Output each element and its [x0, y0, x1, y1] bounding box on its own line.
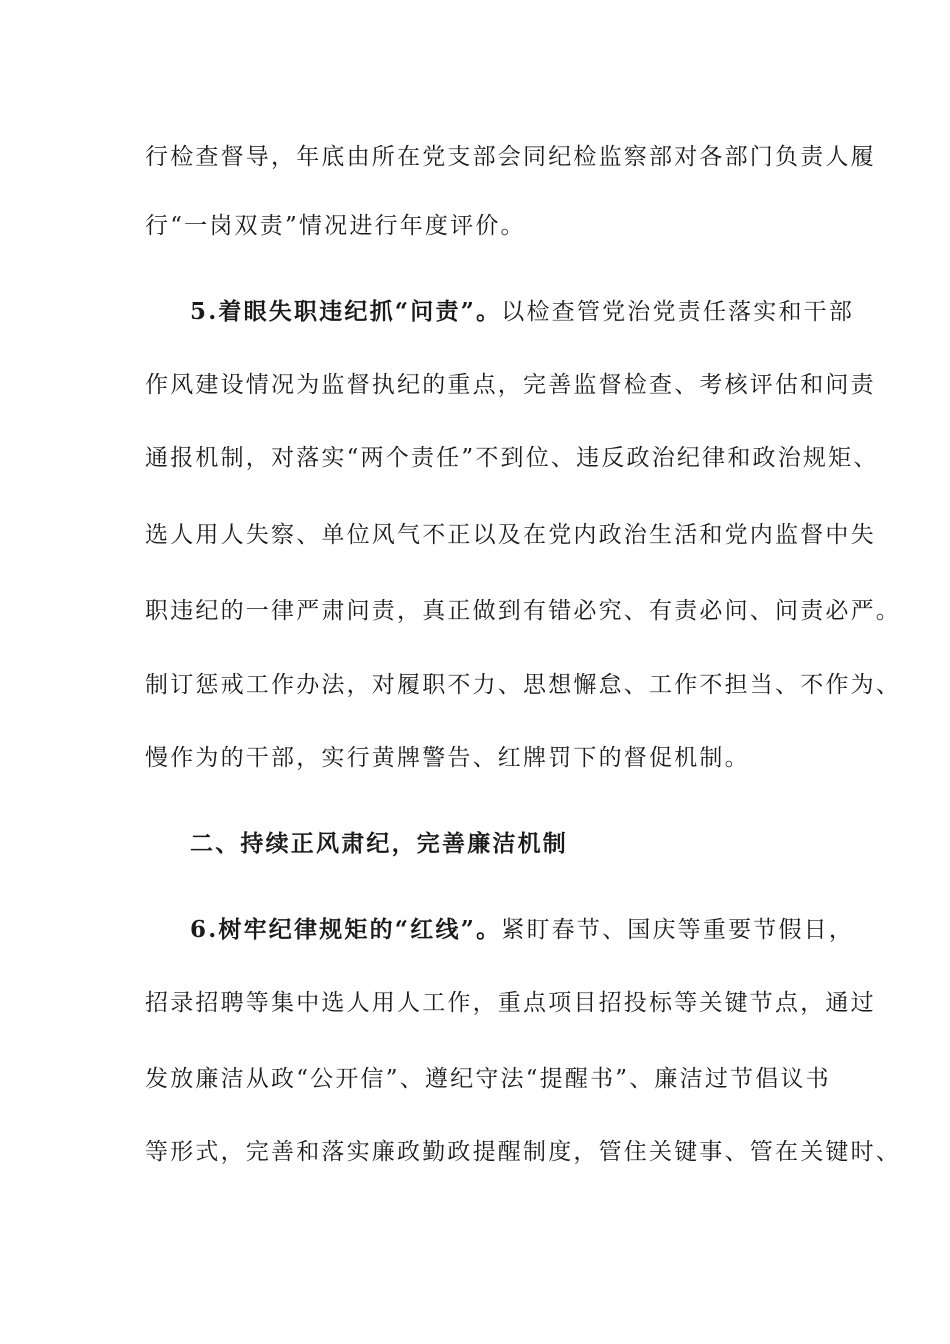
paragraph-3-line-4: 等形式，完善和落实廉政勤政提醒制度，管住关键事、管在关键时、 — [145, 1139, 901, 1165]
paragraph-3-bold-lead: 6.树牢纪律规矩的“红线”。 — [190, 916, 502, 943]
paragraph-2-line-7: 慢作为的干部，实行黄牌警告、红牌罚下的督促机制。 — [145, 745, 750, 771]
paragraph-2-bold-lead: 5.着眼失职违纪抓“问责”。 — [190, 298, 502, 325]
paragraph-2-line-5: 职违纪的一律严肃问责，真正做到有错必究、有责必问、问责必严。 — [145, 598, 901, 624]
paragraph-3-first-rest: 紧盯春节、国庆等重要节假日， — [501, 917, 855, 943]
paragraph-2-line-4: 选人用人失察、单位风气不正以及在党内政治生活和党内监督中失 — [145, 522, 876, 548]
section-heading: 二、持续正风肃纪，完善廉洁机制 — [190, 830, 568, 857]
paragraph-1-line-1: 行检查督导，年底由所在党支部会同纪检监察部对各部门负责人履 — [145, 144, 876, 170]
paragraph-1-line-2: 行“一岗双责”情况进行年度评价。 — [145, 213, 526, 239]
paragraph-2-line-1 — [190, 297, 870, 327]
paragraph-2-first-rest: 以检查管党治党责任落实和干部 — [501, 299, 855, 325]
paragraph-3-line-2: 招录招聘等集中选人用人工作，重点项目招投标等关键节点，通过 — [145, 990, 876, 1016]
paragraph-2-line-2: 作风建设情况为监督执纪的重点，完善监督检查、考核评估和问责 — [145, 372, 876, 398]
paragraph-2-line-6: 制订惩戒工作办法，对履职不力、思想懈怠、工作不担当、不作为、 — [145, 672, 901, 698]
paragraph-2-line-3: 通报机制，对落实“两个责任”不到位、违反政治纪律和政治规矩、 — [145, 445, 879, 471]
paragraph-3-line-1 — [190, 915, 870, 945]
paragraph-3-line-3: 发放廉洁从政“公开信”、遵纪守法“提醒书”、廉洁过节倡议书 — [145, 1066, 831, 1092]
